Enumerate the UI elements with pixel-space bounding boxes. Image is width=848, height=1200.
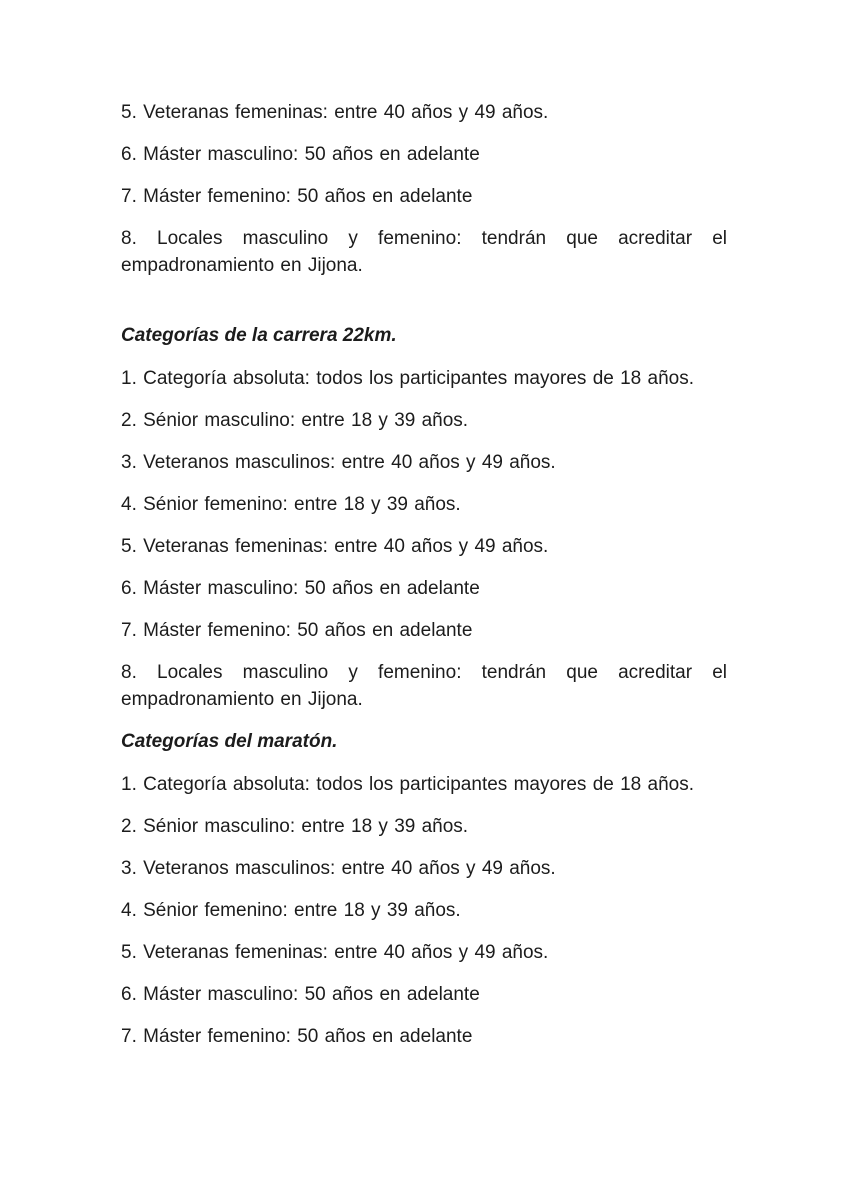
list-item: 6. Máster masculino: 50 años en adelante	[121, 984, 480, 1005]
list-item: 7. Máster femenino: 50 años en adelante	[121, 186, 473, 207]
list-item: 1. Categoría absoluta: todos los participantes mayores de 18 años.	[121, 774, 695, 795]
list-item: 7. Máster femenino: 50 años en adelante	[121, 1026, 473, 1047]
list-item: 8. Locales masculino y femenino: tendrán que acreditar el empadronamiento en Jijona.	[121, 662, 727, 710]
list-item: 5. Veteranas femeninas: entre 40 años y 49 años.	[121, 942, 549, 963]
list-item: 7. Máster femenino: 50 años en adelante	[121, 620, 473, 641]
list-item: 4. Sénior femenino: entre 18 y 39 años.	[121, 494, 461, 515]
list-item: 6. Máster masculino: 50 años en adelante	[121, 578, 480, 599]
section-heading: Categorías del maratón.	[121, 731, 338, 752]
list-item: 3. Veteranos masculinos: entre 40 años y 49 años.	[121, 858, 556, 879]
list-item: 5. Veteranas femeninas: entre 40 años y 49 años.	[121, 536, 549, 557]
list-item: 2. Sénior masculino: entre 18 y 39 años.	[121, 410, 469, 431]
list-item: 4. Sénior femenino: entre 18 y 39 años.	[121, 900, 461, 921]
list-item: 5. Veteranas femeninas: entre 40 años y 49 años.	[121, 102, 549, 123]
list-item: 1. Categoría absoluta: todos los participantes mayores de 18 años.	[121, 368, 695, 389]
list-item: 2. Sénior masculino: entre 18 y 39 años.	[121, 816, 469, 837]
list-item: 6. Máster masculino: 50 años en adelante	[121, 144, 480, 165]
list-item: 8. Locales masculino y femenino: tendrán que acreditar el empadronamiento en Jijona.	[121, 228, 727, 276]
list-item: 3. Veteranos masculinos: entre 40 años y 49 años.	[121, 452, 556, 473]
section-heading: Categorías de la carrera 22km.	[121, 325, 397, 346]
